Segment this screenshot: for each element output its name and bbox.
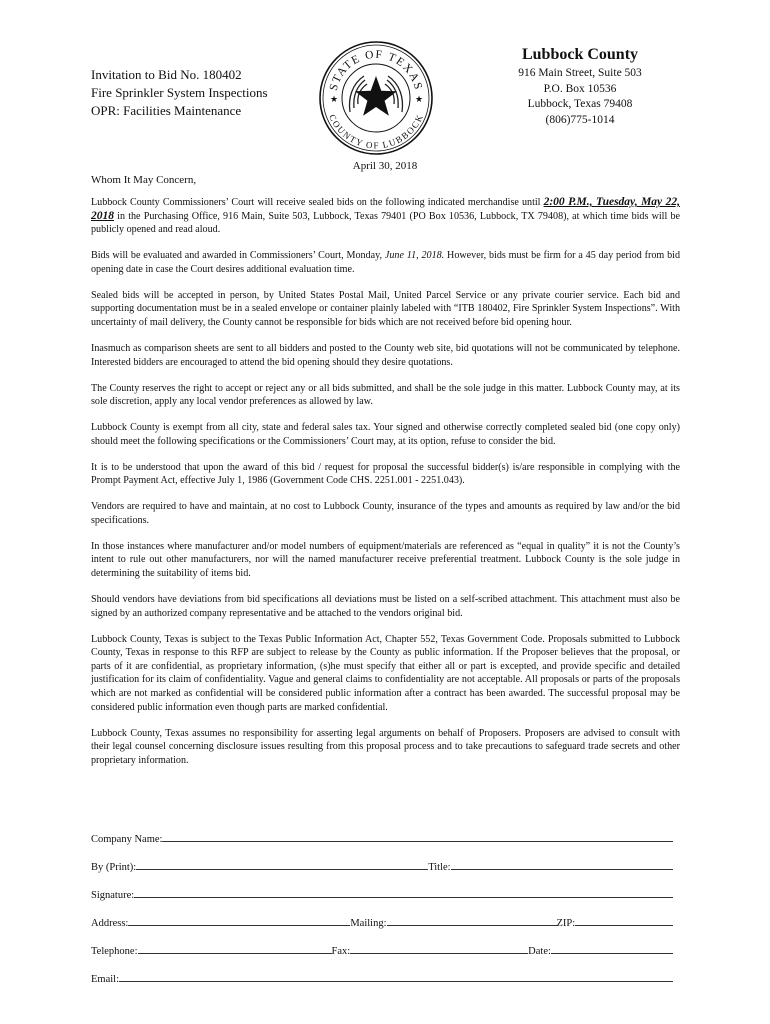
paragraph-deviations: Should vendors have deviations from bid specifications all deviations must be listed on a self-scribed attachment. This attachment must also be signed by an authorized company representative and be attached to the vendors original bid. [91,593,680,619]
paragraph-tax-exempt: Lubbock County is exempt from all city, state and federal sales tax. Your signed and otherwise correctly completed sealed bid (one copy only) should meet the following specifications or the Commissioners’ Court may, at its option, refuse to consider the bid. [91,422,680,447]
address-line: 916 Main Street, Suite 503 [518,67,642,79]
form-row-signature [91,873,673,901]
zip-label: ZIP: [556,918,576,929]
form-row-company [91,817,673,845]
address-line: P.O. Box 10536 [543,82,617,95]
email-field[interactable] [119,981,673,982]
bid-header [91,66,331,120]
form-row-by-print [91,845,673,873]
paragraph-sealed-bids: Sealed bids will be accepted in person, by United States Postal Mail, United Parcel Service or any private courier service. Each bid and supporting documentation must be in a sealed envelope or container plainly labeled with “ITB 180402, Fire Sprinkler System Inspections”. With uncertainty of mail delivery, the County cannot be responsible for bids which are not received before bid opening hour. [91,289,680,328]
signature-field[interactable] [134,897,673,898]
county-name: Lubbock County [521,46,639,63]
svg-text:★: ★ [415,94,424,104]
paragraph-comparison-sheets: Inasmuch as comparison sheets are sent to all bidders and posted to the County web site, bid quotations will not be communicated by telephone. Interested bidders are encouraged to attend the bid opening should they desire quotations. [91,342,680,368]
letter-date: April 30, 2018 [352,160,418,172]
vendor-form [91,817,673,985]
seal-bottom-text: COUNTY OF LUBBOCK [327,112,425,151]
paragraph-prompt-payment: It is to be understood that upon the award of this bid / request for proposal the successful bidder(s) is/are responsible in complying with the Prompt Payment Act, effective July 1, 1986 (Government Code CHS. 2251.001 - 2251.043). [91,461,680,487]
paragraph-public-information: Lubbock County, Texas is subject to the Texas Public Information Act, Chapter 552, Texas Government Code. Proposals submitted to Lubbock County, Texas in response to this RFP are subject to release by the County as public information. If the Proposer believes that the proposal, or parts of it are confidential, as proprietary information, (s)he must specify that either all or part is excepted, and provide specific and detailed justification for its claim of confidentiality. Vague and general claims to confidentiality are not acceptable. All proposals or parts of the proposals which are not marked as confidential will be considered public information after a contract has been awarded. The successful proposal may be considered public information even though parts are marked confidential. [91,633,680,713]
title-label: Title: [428,862,451,873]
signature-label: Signature: [91,890,135,901]
seal-top-text: STATE OF TEXAS [327,48,425,93]
bid-subject: Fire Sprinkler System Inspections [91,85,268,100]
email-label: Email: [91,974,119,985]
address-line: Lubbock, Texas 79408 [527,98,633,110]
paragraph-equal-quality: In those instances where manufacturer and/or model numbers of equipment/materials are referenced as “equal in quality” it is not the County’s intent to rule out other manufacturers, nor will the named manufacturer receive preferential treatment. Lubbock County is the sole judge in determining the suitability of items bid. [91,540,680,579]
title-field[interactable] [451,869,673,870]
form-row-telephone [91,929,673,957]
by-print-label: By (Print): [91,862,137,873]
svg-text:★: ★ [330,94,339,104]
paragraph-bid-deadline: Lubbock County Commissioners’ Court will receive sealed bids on the following indicated merchandise until 2:00 P.M., Tuesday, May 22, 2018 in the Purchasing Office, 916 Main, Suite 503, Lubbock, Texas 79401 (PO Box 10536, Lubbock, TX 79408), at which time bids will be publicly opened and read aloud. [91,196,680,236]
form-row-email [91,957,673,985]
paragraph-reserve-rights: The County reserves the right to accept or reject any or all bids submitted, and shall be the sole judge in this matter. Lubbock County may, at its sole discretion, apply any local vendor preferences as allowed by law. [91,382,680,408]
date-label: Date: [528,946,551,957]
bid-deadline: 2:00 P.M., Tuesday, May 22, 2018 [91,196,680,222]
county-address-block [490,44,670,128]
award-date: June 11, 2018. [384,250,445,262]
address-field[interactable] [128,925,350,926]
bid-opr: OPR: Facilities Maintenance [91,103,242,118]
phone-number: (806)775-1014 [545,113,615,126]
paragraph-evaluation: Bids will be evaluated and awarded in Commissioners’ Court, Monday, June 11, 2018. However, bids must be firm for a 45 day period from bid opening date in case the Court desires additional evaluation time. [91,250,681,275]
paragraph-insurance: Vendors are required to have and maintain, at no cost to Lubbock County, insurance of the types and amounts as required by law and/or the bid specifications. [91,501,680,526]
salutation: Whom It May Concern, [91,174,197,186]
mailing-label: Mailing: [350,918,387,929]
county-seal-icon [318,40,434,156]
form-row-address [91,901,673,929]
zip-field[interactable] [575,925,673,926]
telephone-field[interactable] [138,953,332,954]
by-print-field[interactable] [136,869,428,870]
date-field[interactable] [551,953,673,954]
company-name-field[interactable] [162,841,673,842]
mailing-field[interactable] [387,925,557,926]
fax-field[interactable] [350,953,528,954]
fax-label: Fax: [331,946,351,957]
letter-body [91,196,680,780]
bid-number: Invitation to Bid No. 180402 [91,67,242,82]
company-name-label: Company Name: [91,834,163,845]
address-label: Address: [91,918,129,929]
telephone-label: Telephone: [91,946,138,957]
paragraph-legal-responsibility: Lubbock County, Texas assumes no responsibility for asserting legal arguments on behalf of Proposers. Proposers are advised to consult with their legal counsel concerning disclosure issues resulting from this proposal process and to take precautions to safeguard trade secrets and other proprietary information. [91,727,680,766]
